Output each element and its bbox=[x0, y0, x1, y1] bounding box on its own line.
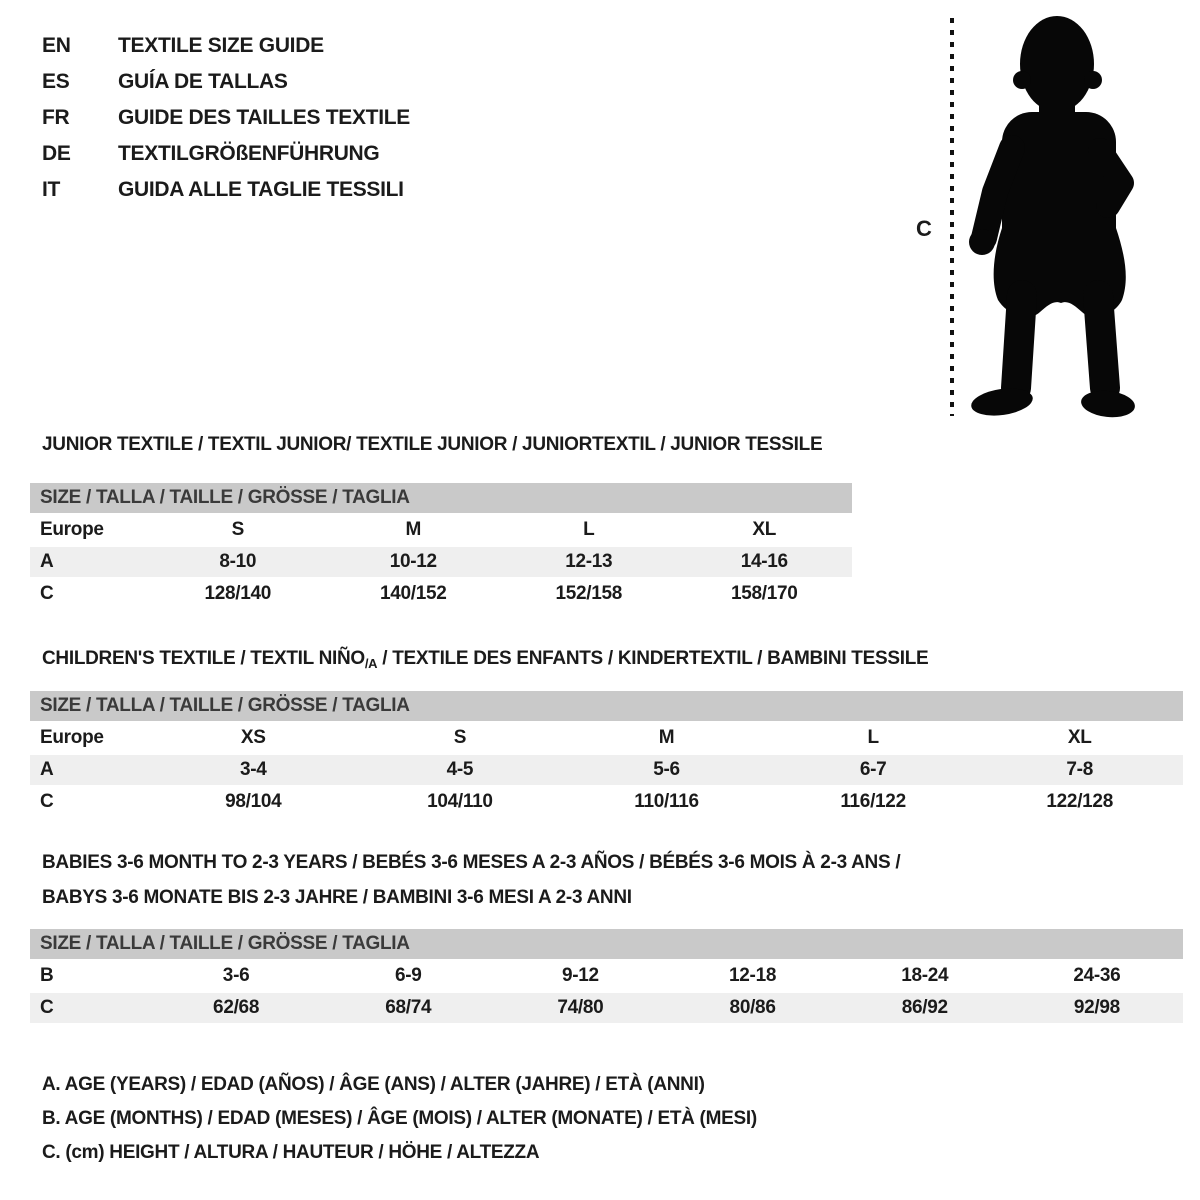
table-cell: 80/86 bbox=[729, 997, 776, 1018]
table-cell: L bbox=[583, 519, 595, 540]
leg-left-shape bbox=[1016, 295, 1022, 388]
table-cell: 9-12 bbox=[562, 965, 599, 986]
toddler-figure-svg bbox=[940, 0, 1150, 430]
table-cell: 128/140 bbox=[204, 583, 272, 604]
table-cell: 18-24 bbox=[901, 965, 949, 986]
children-title-sub: /A bbox=[364, 656, 378, 671]
language-code: DE bbox=[42, 142, 71, 165]
hand-left-shape bbox=[969, 229, 995, 255]
table-cell: 104/110 bbox=[427, 791, 493, 812]
table-cell: XS bbox=[240, 727, 266, 748]
foot-right-shape bbox=[1080, 388, 1136, 420]
table-row bbox=[30, 723, 1183, 753]
table-row bbox=[30, 993, 1183, 1023]
table-cell: 12-13 bbox=[565, 551, 613, 572]
language-row bbox=[42, 28, 410, 64]
table-row-label: Europe bbox=[40, 727, 104, 748]
legend-line-age-years: A. AGE (YEARS) / EDAD (AÑOS) / ÂGE (ANS) / ALTER (JAHRE) / ETÀ (ANNI) bbox=[42, 1074, 705, 1095]
guide-title: GUÍA DE TALLAS bbox=[118, 70, 288, 93]
table-cell: 5-6 bbox=[653, 759, 680, 780]
table-cell: 7-8 bbox=[1066, 759, 1093, 780]
table-cell: 12-18 bbox=[729, 965, 777, 986]
ear-right-shape bbox=[1084, 71, 1102, 89]
table-row-label: A bbox=[40, 759, 54, 780]
babies-size-table bbox=[30, 929, 1183, 1023]
table-row-label: B bbox=[40, 965, 54, 986]
table-row-label: A bbox=[40, 551, 54, 572]
size-header-bar: SIZE / TALLA / TAILLE / GRÖSSE / TAGLIA bbox=[30, 691, 1183, 721]
table-cell: 6-7 bbox=[859, 759, 887, 780]
table-cell: 10-12 bbox=[389, 551, 437, 572]
height-measure-label: C bbox=[916, 216, 932, 241]
table-cell: 8-10 bbox=[219, 551, 257, 572]
babies-title-line2: BABYS 3-6 MONATE BIS 2-3 JAHRE / BAMBINI 3-6 MESI A 2-3 ANNI bbox=[42, 887, 632, 908]
table-cell: 110/116 bbox=[634, 791, 699, 812]
babies-section-title bbox=[42, 845, 900, 915]
children-section-title bbox=[42, 648, 928, 671]
babies-title-line1: BABIES 3-6 MONTH TO 2-3 YEARS / BEBÉS 3-6 MESES A 2-3 AÑOS / BÉBÉS 3-6 MOIS À 2-3 ANS / bbox=[42, 852, 901, 873]
table-row bbox=[30, 547, 852, 577]
legend-line-height: C. (cm) HEIGHT / ALTURA / HAUTEUR / HÖHE / ALTEZZA bbox=[42, 1142, 540, 1163]
language-code: ES bbox=[42, 70, 70, 93]
table-cell: 152/158 bbox=[555, 583, 623, 604]
junior-section-title: JUNIOR TEXTILE / TEXTIL JUNIOR/ TEXTILE JUNIOR / JUNIORTEXTIL / JUNIOR TESSILE bbox=[42, 434, 823, 455]
language-title-list bbox=[42, 28, 410, 208]
table-cell: 62/68 bbox=[213, 997, 260, 1018]
table-row-label: C bbox=[40, 997, 54, 1018]
table-row bbox=[30, 579, 852, 609]
table-cell: 3-6 bbox=[222, 965, 250, 986]
table-cell: 86/92 bbox=[901, 997, 948, 1018]
table-cell: 14-16 bbox=[740, 551, 788, 572]
legend-line-age-months: B. AGE (MONTHS) / EDAD (MESES) / ÂGE (MOIS) / ALTER (MONATE) / ETÀ (MESI) bbox=[42, 1108, 757, 1129]
children-title-part2: / TEXTILE DES ENFANTS / KINDERTEXTIL / BAMBINI TESSILE bbox=[377, 648, 929, 669]
table-cell: M bbox=[658, 727, 675, 748]
table-cell: L bbox=[867, 727, 879, 748]
table-cell: 68/74 bbox=[385, 997, 432, 1018]
table-cell: S bbox=[231, 519, 244, 540]
toddler-silhouette bbox=[969, 16, 1136, 420]
table-cell: XL bbox=[752, 519, 777, 540]
language-row bbox=[42, 64, 410, 100]
ear-left-shape bbox=[1013, 71, 1031, 89]
language-code: FR bbox=[42, 106, 70, 129]
table-cell: 24-36 bbox=[1073, 965, 1121, 986]
guide-title: GUIDE DES TAILLES TEXTILE bbox=[118, 106, 410, 129]
table-cell: 4-5 bbox=[446, 759, 474, 780]
table-row bbox=[30, 961, 1183, 991]
table-row-label: C bbox=[40, 791, 54, 812]
table-cell: 158/170 bbox=[730, 583, 798, 604]
table-cell: 122/128 bbox=[1046, 791, 1113, 812]
size-header-bar: SIZE / TALLA / TAILLE / GRÖSSE / TAGLIA bbox=[30, 929, 1183, 959]
children-title-part1: CHILDREN'S TEXTILE / TEXTIL NIÑO bbox=[42, 648, 365, 669]
table-cell: XL bbox=[1067, 727, 1092, 748]
language-code: IT bbox=[42, 178, 61, 201]
children-size-table bbox=[30, 691, 1183, 817]
table-row bbox=[30, 787, 1183, 817]
table-row-label: C bbox=[40, 583, 54, 604]
table-cell: 98/104 bbox=[225, 791, 282, 812]
leg-right-shape bbox=[1098, 295, 1105, 388]
guide-title: TEXTILGRÖßENFÜHRUNG bbox=[118, 142, 380, 165]
table-cell: M bbox=[405, 519, 422, 540]
guide-title: TEXTILE SIZE GUIDE bbox=[118, 34, 324, 57]
table-row bbox=[30, 755, 1183, 785]
table-cell: 92/98 bbox=[1073, 997, 1120, 1018]
table-row bbox=[30, 515, 852, 545]
language-row bbox=[42, 100, 410, 136]
language-row bbox=[42, 136, 410, 172]
language-code: EN bbox=[42, 34, 71, 57]
language-row bbox=[42, 172, 410, 208]
size-header-bar: SIZE / TALLA / TAILLE / GRÖSSE / TAGLIA bbox=[30, 483, 852, 513]
junior-size-table bbox=[30, 483, 852, 609]
table-cell: 3-4 bbox=[240, 759, 267, 780]
table-row-label: Europe bbox=[40, 519, 104, 540]
guide-title: GUIDA ALLE TAGLIE TESSILI bbox=[118, 178, 404, 201]
table-cell: 74/80 bbox=[557, 997, 604, 1018]
table-cell: 6-9 bbox=[394, 965, 422, 986]
legend bbox=[42, 1068, 757, 1170]
table-cell: S bbox=[453, 727, 467, 748]
table-cell: 140/152 bbox=[379, 583, 447, 604]
table-cell: 116/122 bbox=[840, 791, 906, 812]
